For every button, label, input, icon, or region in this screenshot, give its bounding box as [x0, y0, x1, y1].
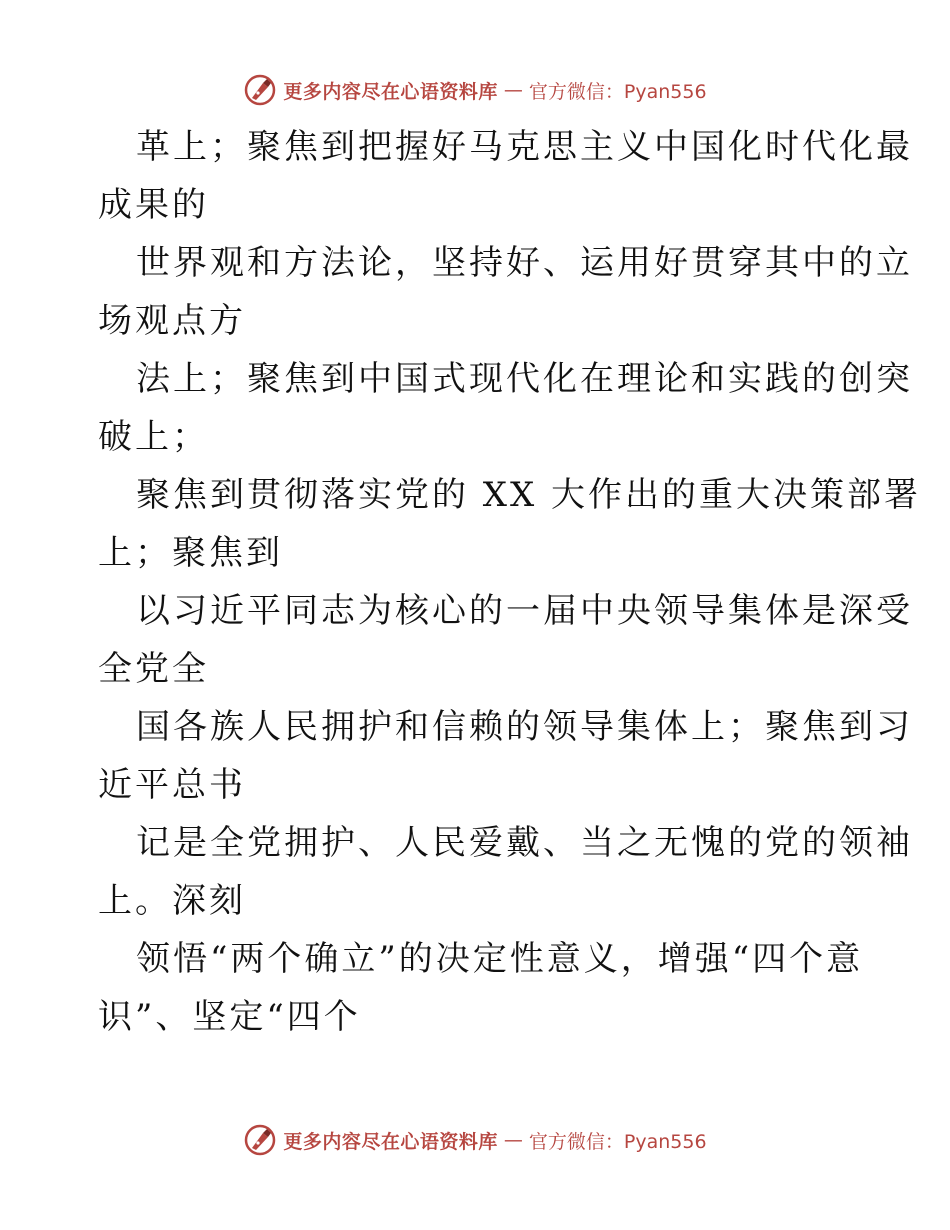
paragraph-line: 识”、坚定“四个: [98, 997, 361, 1037]
paragraph-line: 上；聚焦到: [98, 533, 283, 573]
paragraph-line: 世界观和方法论，坚持好、运用好贯穿其中的立: [136, 243, 913, 283]
paragraph-4: [98, 466, 922, 582]
header-banner: [0, 70, 950, 110]
paragraph-3: [98, 350, 913, 466]
paragraph-line: 聚焦到贯彻落实党的 XX 大作出的重大决策部署: [136, 475, 922, 515]
footer-separator: —: [503, 1129, 523, 1151]
paragraph-line: 革上；聚焦到把握好马克思主义中国化时代化最: [136, 127, 913, 167]
paragraph-2: [98, 234, 913, 350]
paragraph-line: 国各族人民拥护和信赖的领导集体上；聚焦到习: [136, 707, 913, 747]
header-separator: —: [503, 79, 523, 101]
header-brand-text: 更多内容尽在心语资料库: [283, 80, 498, 103]
paragraph-6: [98, 698, 913, 814]
paragraph-line: 全党全: [98, 649, 209, 689]
paragraph-line: 记是全党拥护、人民爱戴、当之无愧的党的领袖: [136, 823, 913, 863]
paragraph-line: 以习近平同志为核心的一届中央领导集体是深受: [136, 591, 913, 631]
paragraph-line: 近平总书: [98, 765, 246, 805]
paragraph-line: 上。深刻: [98, 881, 246, 921]
paragraph-8: [98, 930, 864, 1046]
header-wechat-text: 官方微信：Pyan556: [528, 80, 707, 103]
pen-nib-logo-icon: [243, 1123, 277, 1157]
paragraph-5: [98, 582, 913, 698]
paragraph-line: 破上；: [98, 417, 209, 457]
paragraph-line: 场观点方: [98, 301, 246, 341]
paragraph-line: 领悟“两个确立”的决定性意义，增强“四个意: [136, 939, 864, 979]
footer-brand-text: 更多内容尽在心语资料库: [283, 1130, 498, 1153]
paragraph-line: 成果的: [98, 185, 209, 225]
pen-nib-logo-icon: [243, 73, 277, 107]
paragraph-line: 法上；聚焦到中国式现代化在理论和实践的创突: [136, 359, 913, 399]
paragraph-7: [98, 814, 913, 930]
paragraph-1: [98, 118, 913, 234]
footer-wechat-text: 官方微信：Pyan556: [528, 1130, 707, 1153]
document-body: [98, 118, 922, 1046]
footer-banner: [0, 1120, 950, 1160]
